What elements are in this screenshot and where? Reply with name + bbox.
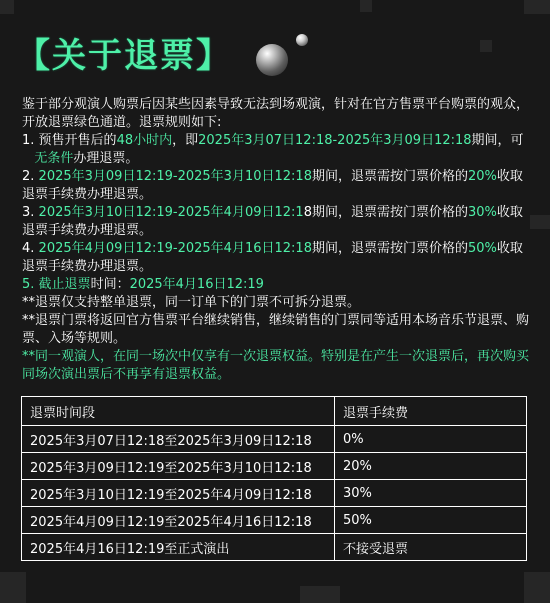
table-cell-fee: 0%: [335, 426, 527, 453]
rule-number: 5.: [22, 277, 35, 292]
bg-pixel-block: [300, 586, 340, 603]
note-3: **同一观演人，在同一场次中仅享有一次退票权益。特别是在产生一次退票后，再次购买同场次演出票后不再享有退票权益。: [22, 349, 530, 382]
rule-text: 期间，可: [471, 133, 524, 148]
rule-text: ，即: [172, 133, 199, 148]
rule-text: 收取退票手续费办理退票。: [22, 169, 523, 202]
rule-text: 办理退票。: [73, 151, 139, 166]
rule-percent: 20%: [467, 169, 497, 184]
rule-period: 2025年3月10日12:19-2025年4月09日12:1: [38, 205, 304, 220]
rule-2: [22, 168, 532, 204]
rule-period: 2025年3月07日12:18-2025年3月09日12:18: [198, 133, 472, 148]
table-header-cell: 退票时间段: [22, 397, 335, 426]
rule-highlight: 48小时内: [116, 133, 173, 148]
table-header-row: [22, 397, 527, 426]
rule-3: [22, 204, 532, 240]
rule-highlight: 无条件: [34, 151, 74, 166]
table-cell-period: 2025年3月09日12:19至2025年3月10日12:18: [22, 453, 335, 480]
bg-pixel-block: [0, 0, 14, 14]
table-cell-fee: 30%: [335, 480, 527, 507]
rule-period-tail: 8: [303, 205, 312, 220]
table-header-cell: 退票手续费: [335, 397, 527, 426]
table-cell-fee: 不接受退票: [335, 534, 527, 561]
bg-pixel-block: [0, 572, 26, 603]
rule-number: 3.: [22, 205, 35, 220]
table-cell-period: 2025年3月07日12:18至2025年3月09日12:18: [22, 426, 335, 453]
table-cell-fee: 20%: [335, 453, 527, 480]
bg-pixel-block: [480, 40, 492, 52]
bubble-decoration-small: [296, 34, 308, 46]
rule-text: 预售开售后的: [38, 133, 117, 148]
note-1: **退票仅支持整单退票，同一订单下的门票不可拆分退票。: [22, 295, 361, 310]
rule-text: 收取退票手续费办理退票。: [22, 241, 523, 274]
bg-pixel-block: [524, 0, 550, 14]
rule-number: 1.: [22, 133, 35, 148]
rule-percent: 50%: [467, 241, 497, 256]
table-row: [22, 534, 527, 561]
rule-period: 2025年4月16日12:19: [129, 277, 264, 292]
rule-text: 期间，退票需按门票价格的: [311, 241, 468, 256]
intro-paragraph: 鉴于部分观演人购票后因某些因素导致无法到场观演，针对在官方售票平台购票的观众，开放退票绿色通道。退票规则如下:: [22, 97, 530, 130]
rule-text: 期间，退票需按门票价格的: [311, 205, 468, 220]
table-cell-period: 2025年4月16日12:19至正式演出: [22, 534, 335, 561]
table-cell-period: 2025年4月09日12:19至2025年4月16日12:18: [22, 507, 335, 534]
rule-period: 2025年3月09日12:19-2025年3月10日12:18: [38, 169, 312, 184]
refund-fee-table: [21, 396, 527, 561]
rule-number: 2.: [22, 169, 35, 184]
rule-1: [22, 132, 532, 168]
table-row: [22, 507, 527, 534]
bg-pixel-block: [530, 215, 550, 229]
table-row: [22, 426, 527, 453]
table-cell-period: 2025年3月10日12:19至2025年4月09日12:18: [22, 480, 335, 507]
table-row: [22, 480, 527, 507]
rule-period: 2025年4月09日12:19-2025年4月16日12:18: [38, 241, 312, 256]
bubble-decoration-large: [256, 44, 288, 76]
rule-highlight: 截止退票: [38, 277, 91, 292]
rules-text: [22, 96, 532, 384]
rule-5: [22, 276, 532, 294]
rule-percent: 30%: [468, 205, 497, 220]
bg-pixel-block: [360, 0, 372, 12]
title-area: [16, 28, 232, 77]
table-cell-fee: 50%: [335, 507, 527, 534]
note-2: **退票门票将返回官方售票平台继续销售，继续销售的门票同等适用本场音乐节退票、购票、入场等规则。: [22, 313, 530, 346]
page-title: 【关于退票】: [16, 36, 232, 76]
rule-text: 收取退票手续费办理退票。: [22, 205, 523, 238]
rule-number: 4.: [22, 241, 35, 256]
table-row: [22, 453, 527, 480]
rule-text: 时间：: [90, 277, 130, 292]
rule-text: 期间，退票需按门票价格的: [311, 169, 468, 184]
bg-pixel-block: [524, 572, 550, 603]
rule-4: [22, 240, 532, 276]
